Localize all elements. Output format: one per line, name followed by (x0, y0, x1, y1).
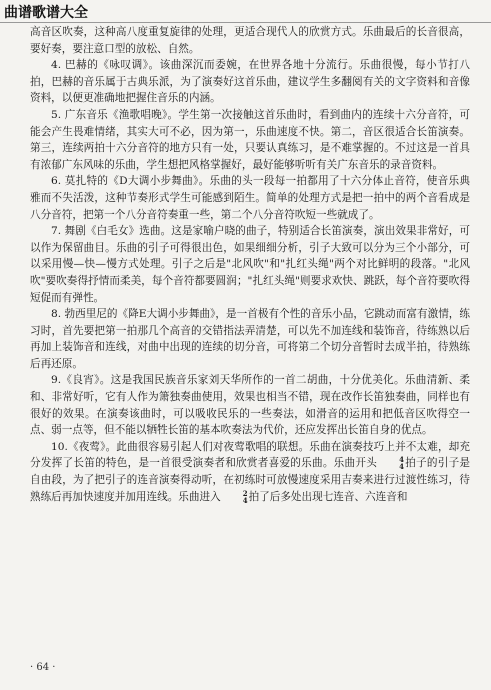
header-divider (0, 22, 491, 23)
document-body (30, 24, 470, 505)
time-sig-bottom: 4 (242, 495, 248, 505)
time-sig-top: 2 (242, 488, 248, 498)
time-signature-two-four (222, 490, 248, 504)
header-title: 曲谱歌谱大全 (4, 5, 88, 21)
page-header (4, 2, 88, 22)
paragraph-good-night: 9.《良宵》。这是我国民族音乐家刘天华所作的一首二胡曲，十分优美化。乐曲清新、柔和、非常好听，它有人作为箫独奏曲使用，效果也相当不错，现在改作长笛独奏曲，同样也有很好的效果。在演奏该曲时，可以吸收民乐的一些奏法，如滑音的运用和把低音区吹得空一点、弱一点等，但不能以牺牲长笛的基本吹奏法为代价，还应发挥出长笛自身的优点。 (30, 374, 470, 437)
paragraph-nightingale (30, 439, 470, 505)
paragraph-continuation: 高音区吹奏，这种高八度重复旋律的处理，更适合现代人的欣赏方式。乐曲最后的长音很高，要好奏，要注意口型的放松、自然。 (30, 26, 470, 55)
paragraph-aria: 4. 巴赫的《咏叹调》。该曲深沉而委婉，在世界各地十分流行。乐曲很慢，每小节打八拍，巴赫的音乐属于古典乐派，为了演奏好这首乐曲，建议学生多翻阅有关的文字资料和音像资料，以便更准确地把握住音乐的内涵。 (30, 59, 470, 105)
time-sig-bottom: 4 (399, 462, 404, 472)
paragraph-minuet-d-major: 6. 莫扎特的《D大调小步舞曲》。乐曲的头一段每一拍都用了十六分体止音符，使音乐典雅而不失活泼，这种节奏形式学生可能感到陌生。简单的处理方式是把一拍中的两个音看成是八分音符，把第一个八分音符奏重一些，第二个八分音符吹短一些就成了。 (30, 175, 470, 221)
page-number: · 64 · (30, 662, 56, 673)
paragraph-white-haired-girl: 7. 舞剧《白毛女》选曲。这是家喻户晓的曲子，特别适合长笛演奏，演出效果非常好，可以作为保留曲目。乐曲的引子可得很出色，如果细细分析，引子大致可以分为三个小部分，可以采用慢—快—慢方式处理。引子之后是"北风吹"和"扎红头绳"两个对比鲜明的段落。"北风吹"要吹奏得抒情而柔美，每个音符都要圆润；"扎红头绳"则要求欢快、跳跃，每个音符要吹得短促而有弹性。 (30, 225, 470, 304)
paragraph-fishing-song: 5. 广东音乐《渔歌唱晚》。学生第一次接触这首乐曲时，看到曲内的连续十六分音符，可能会产生畏难情绪，其实大可不必，因为第一，乐曲速度不快。第二，音区很适合长笛演奏。第三，连续两拍十六分音符的地方只有一处，只要认真练习，是不难掌握的。不过这是一首具有浓郁广东风味的乐曲，学生想把风格掌握好，最好能够听听有关广东音乐的录音资料。 (30, 108, 470, 171)
paragraph-minuet-e-flat: 8. 勃西里尼的《降E大调小步舞曲》，是一首极有个性的音乐小品，它跳动而富有激情，练习时，首先要把第一拍那几个高音的交错指法弄清楚，可以先不加连线和装饰音，待练熟以后再加上装饰音和连线，对曲中出现的连续的切分音，可将第二个切分音暂时去成半拍，待熟练后再还原。 (30, 308, 470, 370)
nightingale-text-1: 10.《夜莺》。此曲很容易引起人们对夜莺歌唱的联想。乐曲在演奏技巧上并不太难，却充分发挥了长笛的特色，是一首很受演奏者和欣赏者喜爱的乐曲。乐曲开头 (30, 440, 470, 470)
time-signature-four-four (378, 456, 404, 470)
nightingale-text-2: 拍子的引子是自由段，为了把引子的连音演奏得动听，在初练时可放慢速度采用吉奏来进行过渡性练习，待熟练后再加快速度并加用连线。乐曲进入 (30, 457, 471, 503)
nightingale-text-3: 拍了后多处出现七连音、六连音和 (248, 490, 408, 503)
time-sig-top: 4 (399, 455, 404, 465)
